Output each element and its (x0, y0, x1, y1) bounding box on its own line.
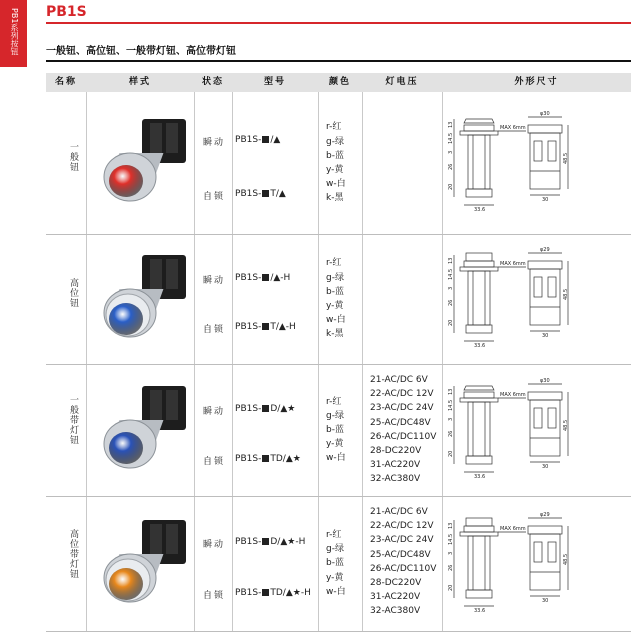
column-divider (318, 92, 319, 631)
color-option: y-黄 (326, 572, 344, 583)
dimension-label: 26 (448, 564, 454, 571)
page-subtitle: 一般钮、高位钮、一般带灯钮、高位带灯钮 (46, 46, 236, 57)
state-label: 自锁 (203, 590, 226, 601)
state-label: 自锁 (203, 325, 226, 336)
placeholder-square-glyph (262, 538, 269, 545)
column-divider (442, 92, 443, 631)
product-photo (94, 113, 194, 217)
model-number: PB1S- T/▲-H (235, 322, 296, 333)
state-label: 瞬动 (203, 276, 226, 286)
state-label: 瞬动 (203, 406, 226, 417)
color-list (326, 256, 346, 341)
state-label: 自锁 (203, 456, 226, 467)
color-option: w-白 (326, 179, 346, 190)
model-number: PB1S- D/▲★-H (235, 536, 306, 547)
dimension-label: 20 (448, 319, 454, 326)
voltage-list (370, 373, 436, 487)
dimension-label: φ29 (540, 247, 550, 253)
dimension-drawing (448, 247, 573, 356)
color-option: w-白 (326, 586, 346, 597)
voltage-option: 21-AC/DC 6V (370, 375, 428, 385)
dimension-label: 14.5 (448, 132, 454, 144)
voltage-option: 31-AC220V (370, 460, 421, 471)
dimension-label: 48.5 (563, 419, 569, 431)
dimension-label: MAX 6mm (500, 125, 526, 131)
dimension-label: φ29 (540, 511, 550, 518)
col-header-state: 状态 (201, 77, 224, 87)
color-option: y-黄 (326, 165, 344, 175)
voltage-option: 23-AC/DC 24V (370, 535, 434, 546)
row-divider (46, 364, 631, 365)
dimension-label: 30 (542, 464, 549, 470)
color-option: y-黄 (326, 301, 344, 311)
dimension-drawing (448, 512, 573, 621)
row-name: 高位带灯钮 (68, 528, 78, 579)
dimension-label: 20 (448, 183, 454, 190)
model-number: PB1S- TD/▲★ (235, 453, 301, 464)
dimension-label: 14.5 (448, 268, 454, 280)
col-header-voltage: 灯电压 (385, 77, 419, 87)
color-option: k-黑 (326, 193, 344, 204)
sidebar-label: PB1系列按钮 (10, 8, 19, 56)
dimension-label: MAX 6mm (500, 261, 526, 267)
voltage-option: 32-AC380V (370, 474, 421, 485)
dimension-drawing (448, 111, 573, 220)
table-top-rule (46, 60, 631, 62)
dimension-label: 33.6 (474, 474, 486, 480)
model-number: PB1S- D/▲★ (235, 403, 296, 414)
dimension-label: 30 (542, 597, 549, 604)
dimension-drawing (448, 378, 573, 487)
col-header-model: 型号 (263, 77, 286, 87)
dimension-label: 3 (448, 150, 454, 154)
col-header-color: 颜色 (328, 77, 351, 87)
dimension-label: 20 (448, 450, 454, 457)
dimension-label: MAX 6mm (500, 525, 526, 532)
placeholder-square-glyph (262, 405, 269, 412)
product-photo (94, 514, 194, 618)
col-header-dimensions: 外形尺寸 (514, 77, 559, 87)
row-name: 一般钮 (68, 142, 78, 172)
dimension-label: 33.6 (474, 207, 486, 213)
color-option: b-蓝 (326, 558, 344, 569)
brand-title: PB1S (46, 4, 87, 20)
dimension-label: 3 (448, 551, 454, 555)
model-number: PB1S- /▲-H (235, 273, 291, 283)
color-list (326, 395, 346, 466)
dimension-label: 13 (448, 121, 454, 128)
voltage-option: 31-AC220V (370, 592, 421, 603)
dimension-label: 14.5 (448, 399, 454, 411)
color-option: r-红 (326, 258, 342, 269)
voltage-option: 28-DC220V (370, 446, 422, 457)
color-option: b-蓝 (326, 424, 344, 435)
voltage-option: 21-AC/DC 6V (370, 507, 428, 517)
dimension-label: 13 (448, 522, 454, 529)
placeholder-square-glyph (262, 323, 269, 330)
product-photo (94, 249, 194, 353)
dimension-label: 26 (448, 299, 454, 306)
row-divider (46, 234, 631, 235)
voltage-option: 25-AC/DC48V (370, 549, 431, 560)
sidebar-tab (0, 0, 27, 67)
placeholder-square-glyph (262, 190, 269, 197)
dimension-label: 30 (542, 197, 549, 203)
voltage-option: 22-AC/DC 12V (370, 389, 434, 400)
dimension-label: φ30 (540, 378, 550, 384)
dimension-label: 13 (448, 388, 454, 395)
dimension-label: 48.5 (563, 553, 569, 565)
model-number: PB1S- /▲ (235, 134, 281, 145)
color-option: w-白 (326, 315, 346, 326)
dimension-label: 33.6 (474, 343, 486, 349)
color-option: g-绿 (326, 136, 344, 147)
voltage-option: 26-AC/DC110V (370, 431, 437, 442)
color-option: b-蓝 (326, 286, 344, 297)
dimension-label: 48.5 (563, 288, 569, 300)
row-divider (46, 496, 631, 497)
color-option: r-红 (326, 530, 342, 540)
column-divider (232, 92, 233, 631)
dimension-label: MAX 6mm (500, 392, 526, 398)
placeholder-square-glyph (262, 274, 269, 281)
column-divider (86, 92, 87, 631)
dimension-label: φ30 (540, 111, 550, 117)
voltage-option: 26-AC/DC110V (370, 563, 437, 574)
voltage-option: 22-AC/DC 12V (370, 521, 434, 532)
placeholder-square-glyph (262, 455, 269, 462)
voltage-option: 25-AC/DC48V (370, 417, 431, 428)
placeholder-square-glyph (262, 589, 269, 596)
voltage-option: 23-AC/DC 24V (370, 403, 434, 414)
color-option: g-绿 (326, 272, 344, 283)
color-option: g-绿 (326, 544, 344, 555)
voltage-option: 28-DC220V (370, 578, 422, 589)
dimension-label: 13 (448, 257, 454, 264)
color-list (326, 120, 346, 205)
color-option: y-黄 (326, 439, 344, 450)
col-header-style: 样式 (128, 77, 151, 87)
state-label: 瞬动 (203, 539, 226, 550)
column-divider (362, 92, 363, 631)
placeholder-square-glyph (262, 136, 269, 143)
column-divider (194, 92, 195, 631)
dimension-label: 14.5 (448, 533, 454, 545)
dimension-label: 26 (448, 163, 454, 170)
row-name: 一般带灯钮 (68, 395, 78, 445)
color-option: g-绿 (326, 410, 344, 421)
color-option: w-白 (326, 453, 346, 464)
dimension-label: 48.5 (563, 152, 569, 164)
state-label: 自锁 (203, 191, 226, 202)
dimension-label: 33.6 (474, 607, 486, 614)
color-option: b-蓝 (326, 150, 344, 161)
product-photo (94, 380, 194, 484)
color-list (326, 528, 346, 599)
dimension-label: 3 (448, 417, 454, 421)
dimension-label: 3 (448, 286, 454, 290)
dimension-label: 26 (448, 430, 454, 437)
row-name: 高位钮 (68, 278, 78, 308)
brand-underline (46, 22, 631, 24)
dimension-label: 20 (448, 584, 454, 591)
voltage-option: 32-AC380V (370, 606, 421, 617)
state-label: 瞬动 (203, 137, 226, 148)
color-option: r-红 (326, 396, 342, 407)
col-header-name: 名称 (54, 77, 77, 87)
color-option: r-红 (326, 122, 342, 133)
model-number: PB1S- T/▲ (235, 188, 286, 199)
voltage-list (370, 505, 436, 619)
model-number: PB1S- TD/▲★-H (235, 587, 311, 598)
dimension-label: 30 (542, 333, 549, 339)
color-option: k-黑 (326, 329, 344, 340)
